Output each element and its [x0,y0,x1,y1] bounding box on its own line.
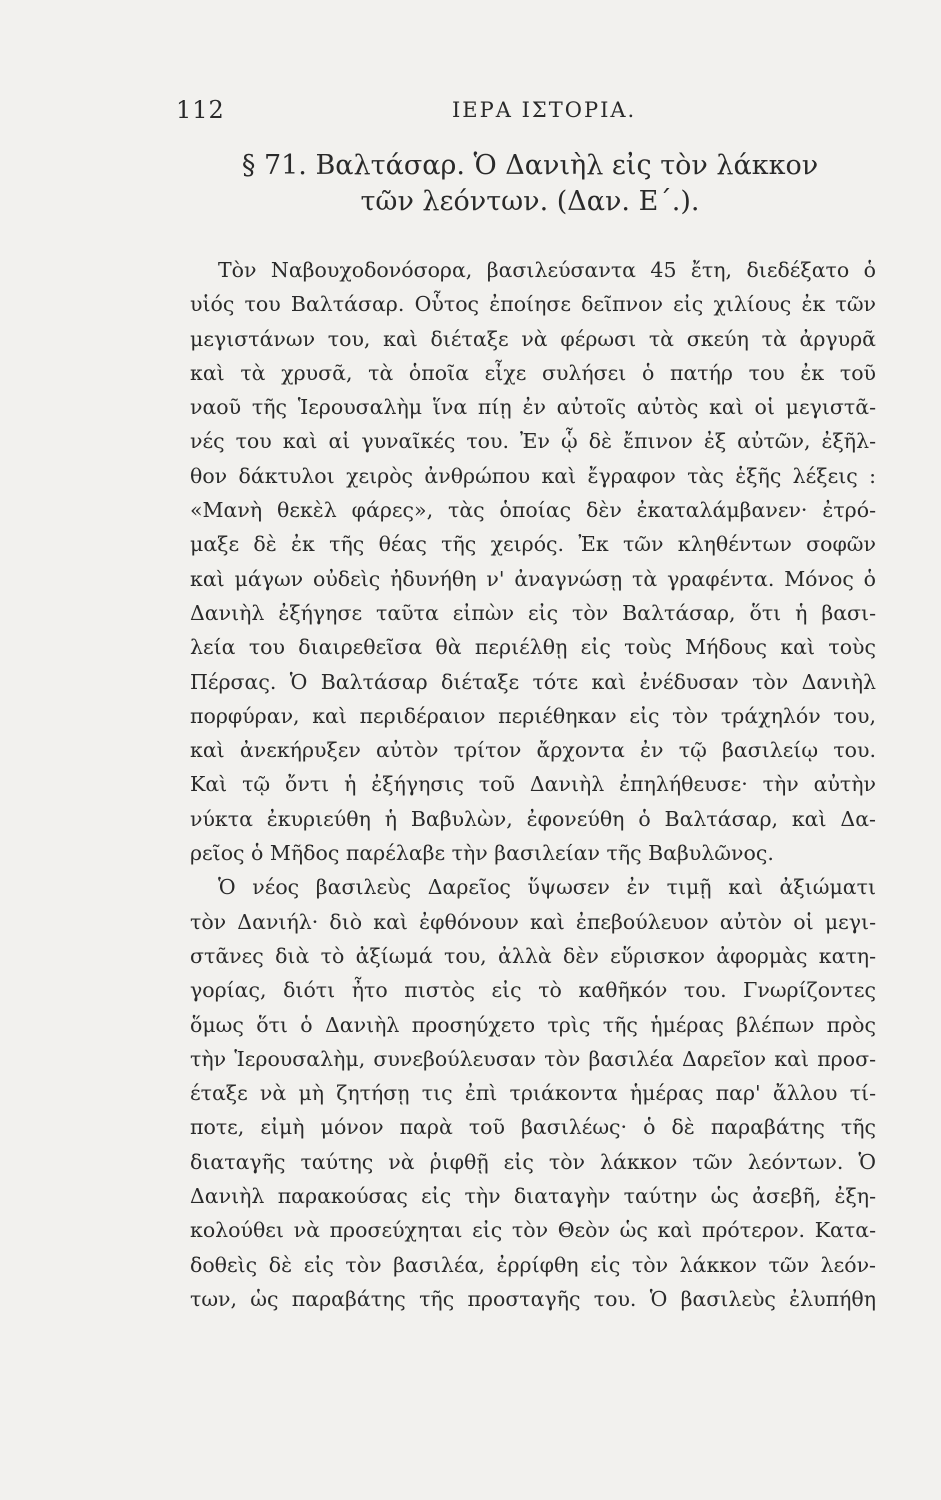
text-line: Πέρσας. Ὁ Βαλτάσαρ διέταξε τότε καὶ ἐνέδυσαν τὸν Δανιὴλ [190,669,876,694]
text-line: ὅμως ὅτι ὁ Δανιὴλ προσηύχετο τρὶς τῆς ἡμέρας βλέπων πρὸς [190,1012,876,1037]
text-line: καὶ ἀνεκήρυξεν αὐτὸν τρίτον ἄρχοντα ἐν τῷ βασιλείῳ του. [190,738,876,763]
text-line: λεία του διαιρεθεῖσα θὰ περιέλθῃ εἰς τοὺς Μήδους καὶ τοὺς [190,635,876,660]
running-title: ΙΕΡΑ ΙΣΤΟΡΙΑ. [452,98,637,122]
text-line: καὶ τὰ χρυσᾶ, τὰ ὁποῖα εἶχε συλήσει ὁ πατήρ του ἐκ τοῦ [190,360,876,385]
text-line: Ὁ νέος βασιλεὺς Δαρεῖος ὕψωσεν ἐν τιμῇ καὶ ἀξιώματι [218,875,876,900]
text-line: νές του καὶ αἱ γυναῖκές του. Ἐν ᾧ δὲ ἔπινον ἐξ αὐτῶν, ἐξῆλ- [190,429,876,454]
text-line: έταξε νὰ μὴ ζητήσῃ τις ἐπὶ τριάκοντα ἡμέρας παρ' ἄλλου τί- [190,1081,876,1106]
text-line: μεγιστάνων του, καὶ διέταξε νὰ φέρωσι τὰ σκεύη τὰ ἀργυρᾶ [190,326,876,351]
section-heading-line: τῶν λεόντων. (Δαν. Ε΄.). [360,186,700,217]
text-line: Καὶ τῷ ὄντι ἡ ἐξήγησις τοῦ Δανιὴλ ἐπηλήθευσε· τὴν αὐτὴν [190,772,876,797]
body-text [190,253,876,1316]
text-line: Τὸν Ναβουχοδονόσορα, βασιλεύσαντα 45 ἔτη, διεδέξατο ὁ [218,258,876,282]
section-heading [180,148,880,220]
text-line: υἱός του Βαλτάσαρ. Οὗτος ἐποίησε δεῖπνον εἰς χιλίους ἐκ τῶν [190,292,876,317]
text-line: ρεῖος ὁ Μῆδος παρέλαβε τὴν βασιλείαν τῆς Βαβυλῶνος. [190,841,774,866]
text-line: κολούθει νὰ προσεύχηται εἰς τὸν Θεὸν ὡς καὶ πρότερον. Κατα- [190,1218,876,1243]
text-line: θον δάκτυλοι χειρὸς ἀνθρώπου καὶ ἔγραφον τὰς ἑξῆς λέξεις : [190,463,876,488]
text-line: των, ὡς παραβάτης τῆς προσταγῆς του. Ὁ βασιλεὺς ἐλυπήθη [190,1286,876,1311]
text-line: πορφύραν, καὶ περιδέραιον περιέθηκαν εἰς τὸν τράχηλόν του, [190,703,876,728]
text-line: δοθεὶς δὲ εἰς τὸν βασιλέα, ἐρρίφθη εἰς τὸν λάκκον τῶν λεόν- [190,1252,876,1277]
text-line: τὸν Δανιήλ· διὸ καὶ ἐφθόνουν καὶ ἐπεβούλευον αὐτὸν οἱ μεγι- [190,909,876,934]
section-heading-line: § 71. Βαλτάσαρ. Ὁ Δανιὴλ εἰς τὸν λάκκον [241,150,819,181]
text-line: τὴν Ἱερουσαλὴμ, συνεβούλευσαν τὸν βασιλέα Δαρεῖον καὶ προσ- [190,1046,876,1071]
page-number: 112 [176,96,225,124]
text-line: Δανιὴλ παρακούσας εἰς τὴν διαταγὴν ταύτην ὡς ἀσεβῆ, ἐξη- [190,1184,876,1209]
text-line: νύκτα ἐκυριεύθη ἡ Βαβυλὼν, ἐφονεύθη ὁ Βαλτάσαρ, καὶ Δα- [190,806,876,831]
text-line: διαταγῆς ταύτης νὰ ῥιφθῇ εἰς τὸν λάκκον τῶν λεόντων. Ὁ [190,1149,876,1174]
text-line: ναοῦ τῆς Ἱερουσαλὴμ ἵνα πίῃ ἐν αὐτοῖς αὐτὸς καὶ οἱ μεγιστᾶ- [190,395,876,420]
running-head [176,96,876,126]
text-line: μαξε δὲ ἐκ τῆς θέας τῆς χειρός. Ἐκ τῶν κληθέντων σοφῶν [190,532,876,557]
text-line: καὶ μάγων οὐδεὶς ἠδυνήθη ν' ἀναγνώσῃ τὰ γραφέντα. Μόνος ὁ [190,566,876,591]
text-line: «Μανὴ θεκὲλ φάρες», τὰς ὁποίας δὲν ἐκαταλάμβανεν· ἐτρό- [190,498,876,523]
text-line: στᾶνες διὰ τὸ ἀξίωμά του, ἀλλὰ δὲν εὕρισκον ἀφορμὰς κατη- [190,943,876,968]
text-line: Δανιὴλ ἐξήγησε ταῦτα εἰπὼν εἰς τὸν Βαλτάσαρ, ὅτι ἡ βασι- [190,600,876,625]
text-line: γορίας, διότι ἦτο πιστὸς εἰς τὸ καθῆκόν του. Γνωρίζοντες [190,978,876,1003]
text-line: ποτε, εἰμὴ μόνον παρὰ τοῦ βασιλέως· ὁ δὲ παραβάτης τῆς [190,1115,876,1140]
